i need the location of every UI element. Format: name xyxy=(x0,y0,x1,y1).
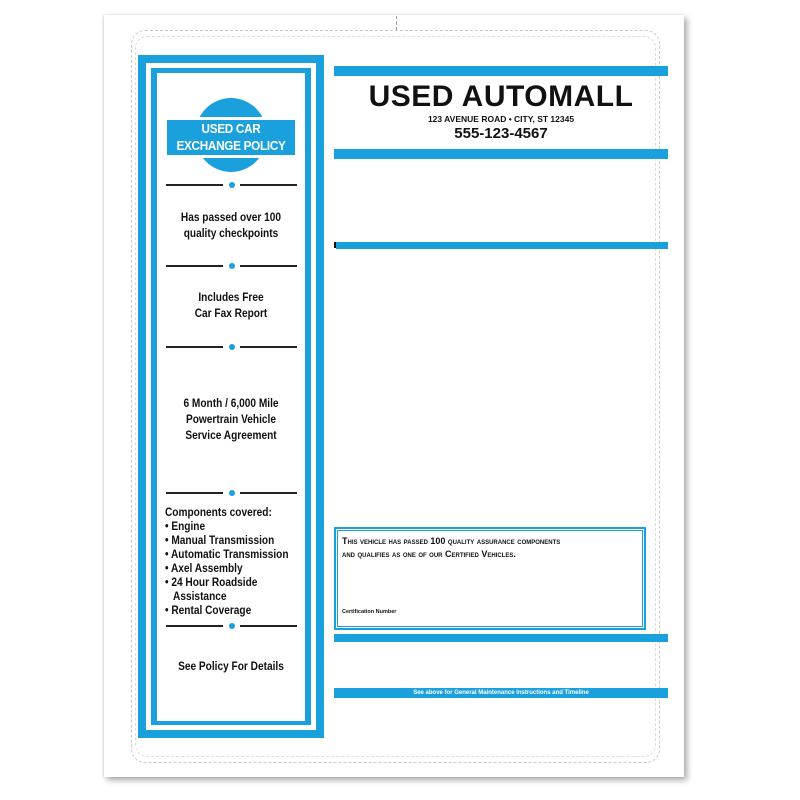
dealer-address: 123 AVENUE ROAD • CITY, ST 12345 xyxy=(427,114,575,124)
certification-line: This vehicle has passed 100 quality assurance components xyxy=(342,536,561,546)
policy-item-line: Has passed over 100 xyxy=(180,212,282,224)
policy-details-note: See Policy For Details xyxy=(178,661,284,673)
policy-item-line: 6 Month / 6,000 Mile xyxy=(183,398,279,410)
policy-item-carfax xyxy=(169,290,294,322)
dot-icon xyxy=(229,182,235,188)
dot-icon xyxy=(229,344,235,350)
section-bar xyxy=(336,242,668,249)
components-heading: Components covered: xyxy=(165,507,272,519)
policy-badge-title xyxy=(173,120,288,154)
dot-icon xyxy=(229,490,235,496)
dealer-name: USED AUTOMALL xyxy=(368,80,634,113)
component-item: • Manual Transmission xyxy=(165,535,275,547)
dot-icon xyxy=(229,623,235,629)
footer-note: See above for General Maintenance Instructions and Timeline xyxy=(413,690,589,696)
certification-number-label: Certification Number xyxy=(342,609,397,615)
dot-icon xyxy=(229,263,235,269)
header-bar-top xyxy=(334,66,668,76)
badge-line-1: USED CAR xyxy=(201,121,261,136)
policy-item-powertrain xyxy=(169,396,294,444)
divider xyxy=(166,346,297,348)
component-item: • Engine xyxy=(165,521,206,533)
header-bar-bottom xyxy=(334,149,668,159)
crop-mark xyxy=(396,16,397,30)
certification-bar xyxy=(334,634,668,642)
component-item: • 24 Hour Roadside xyxy=(165,577,258,589)
component-item: • Axel Assembly xyxy=(165,563,243,575)
divider xyxy=(166,625,297,627)
badge-line-2: EXCHANGE POLICY xyxy=(176,138,286,153)
policy-item-line: Service Agreement xyxy=(185,430,277,442)
certification-statement xyxy=(342,535,642,561)
policy-item-line: quality checkpoints xyxy=(183,228,279,240)
dealer-phone: 555-123-4567 xyxy=(454,125,548,142)
divider xyxy=(166,184,297,186)
policy-item-line: Car Fax Report xyxy=(194,308,268,320)
policy-item-line: Powertrain Vehicle xyxy=(185,414,276,426)
certification-line: and qualifies as one of our Certified Vehicles. xyxy=(342,549,516,559)
component-item: • Automatic Transmission xyxy=(165,549,289,561)
component-item: Assistance xyxy=(165,591,227,603)
components-list xyxy=(165,506,293,618)
divider xyxy=(166,265,297,267)
policy-item-checkpoints xyxy=(169,210,294,242)
component-item: • Rental Coverage xyxy=(165,605,252,617)
policy-item-line: Includes Free xyxy=(198,292,264,304)
divider xyxy=(166,492,297,494)
